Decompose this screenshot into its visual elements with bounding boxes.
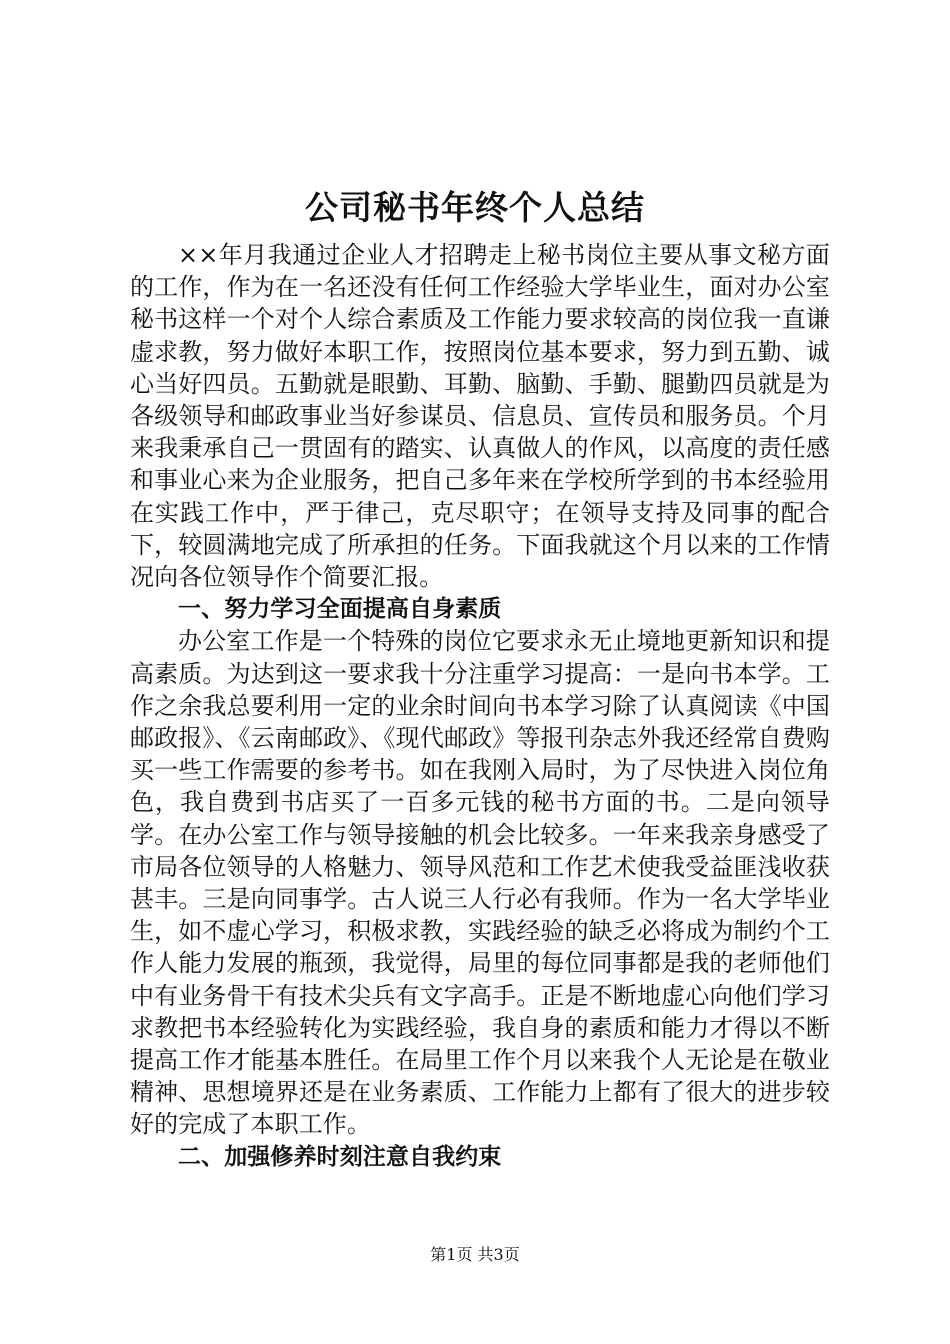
- section-heading-1: 一、努力学习全面提高自身素质: [178, 596, 502, 623]
- section-heading-2: 二、加强修养时刻注意自我约束: [178, 1143, 502, 1170]
- intro-paragraph: ××年月我通过企业人才招聘走上秘书岗位主要从事文秘方面的工作，作为在一名还没有任何工作经验大学毕业生，面对办公室秘书这样一个对个人综合素质及工作能力要求较高的岗位我一直谦虚求教，努力做好本职工作，按照岗位基本要求，努力到五勤、诚心当好四员。五勤就是眼勤、耳勤、脑勤、手勤、腿勤四员就是为各级领导和邮政事业当好参谋员、信息员、宣传员和服务员。个月来我秉承自己一贯固有的踏实、认真做人的作风，以高度的责任感和事业心来为企业服务，把自己多年来在学校所学到的书本经验用在实践工作中，严于律己，克尽职守；在领导支持及同事的配合下，较圆满地完成了所承担的任务。下面我就这个月以来的工作情况向各位领导作个简要汇报。: [130, 241, 830, 592]
- section-1-paragraph: 办公室工作是一个特殊的岗位它要求永无止境地更新知识和提高素质。为达到这一要求我十分注重学习提高：一是向书本学。工作之余我总要利用一定的业余时间向书本学习除了认真阅读《中国邮政报》、《云南邮政》、《现代邮政》等报刊杂志外我还经常自费购买一些工作需要的参考书。如在我刚入局时，为了尽快进入岗位角色，我自费到书店买了一百多元钱的秘书方面的书。二是向领导学。在办公室工作与领导接触的机会比较多。一年来我亲身感受了市局各位领导的人格魅力、领导风范和工作艺术使我受益匪浅收获甚丰。三是向同事学。古人说三人行必有我师。作为一名大学毕业生，如不虚心学习，积极求教，实践经验的缺乏必将成为制约个工作人能力发展的瓶颈，我觉得，局里的每位同事都是我的老师他们中有业务骨干有技术尖兵有文字高手。正是不断地虚心向他们学习求教把书本经验转化为实践经验，我自身的素质和能力才得以不断提高工作才能基本胜任。在局里工作个月以来我个人无论是在敬业精神、思想境界还是在业务素质、工作能力上都有了很大的进步较好的完成了本职工作。: [130, 627, 830, 1139]
- document-title: 公司秘书年终个人总结: [305, 188, 645, 227]
- page-number-footer: 第1页 共3页: [430, 1245, 520, 1264]
- document-body: [130, 239, 830, 1173]
